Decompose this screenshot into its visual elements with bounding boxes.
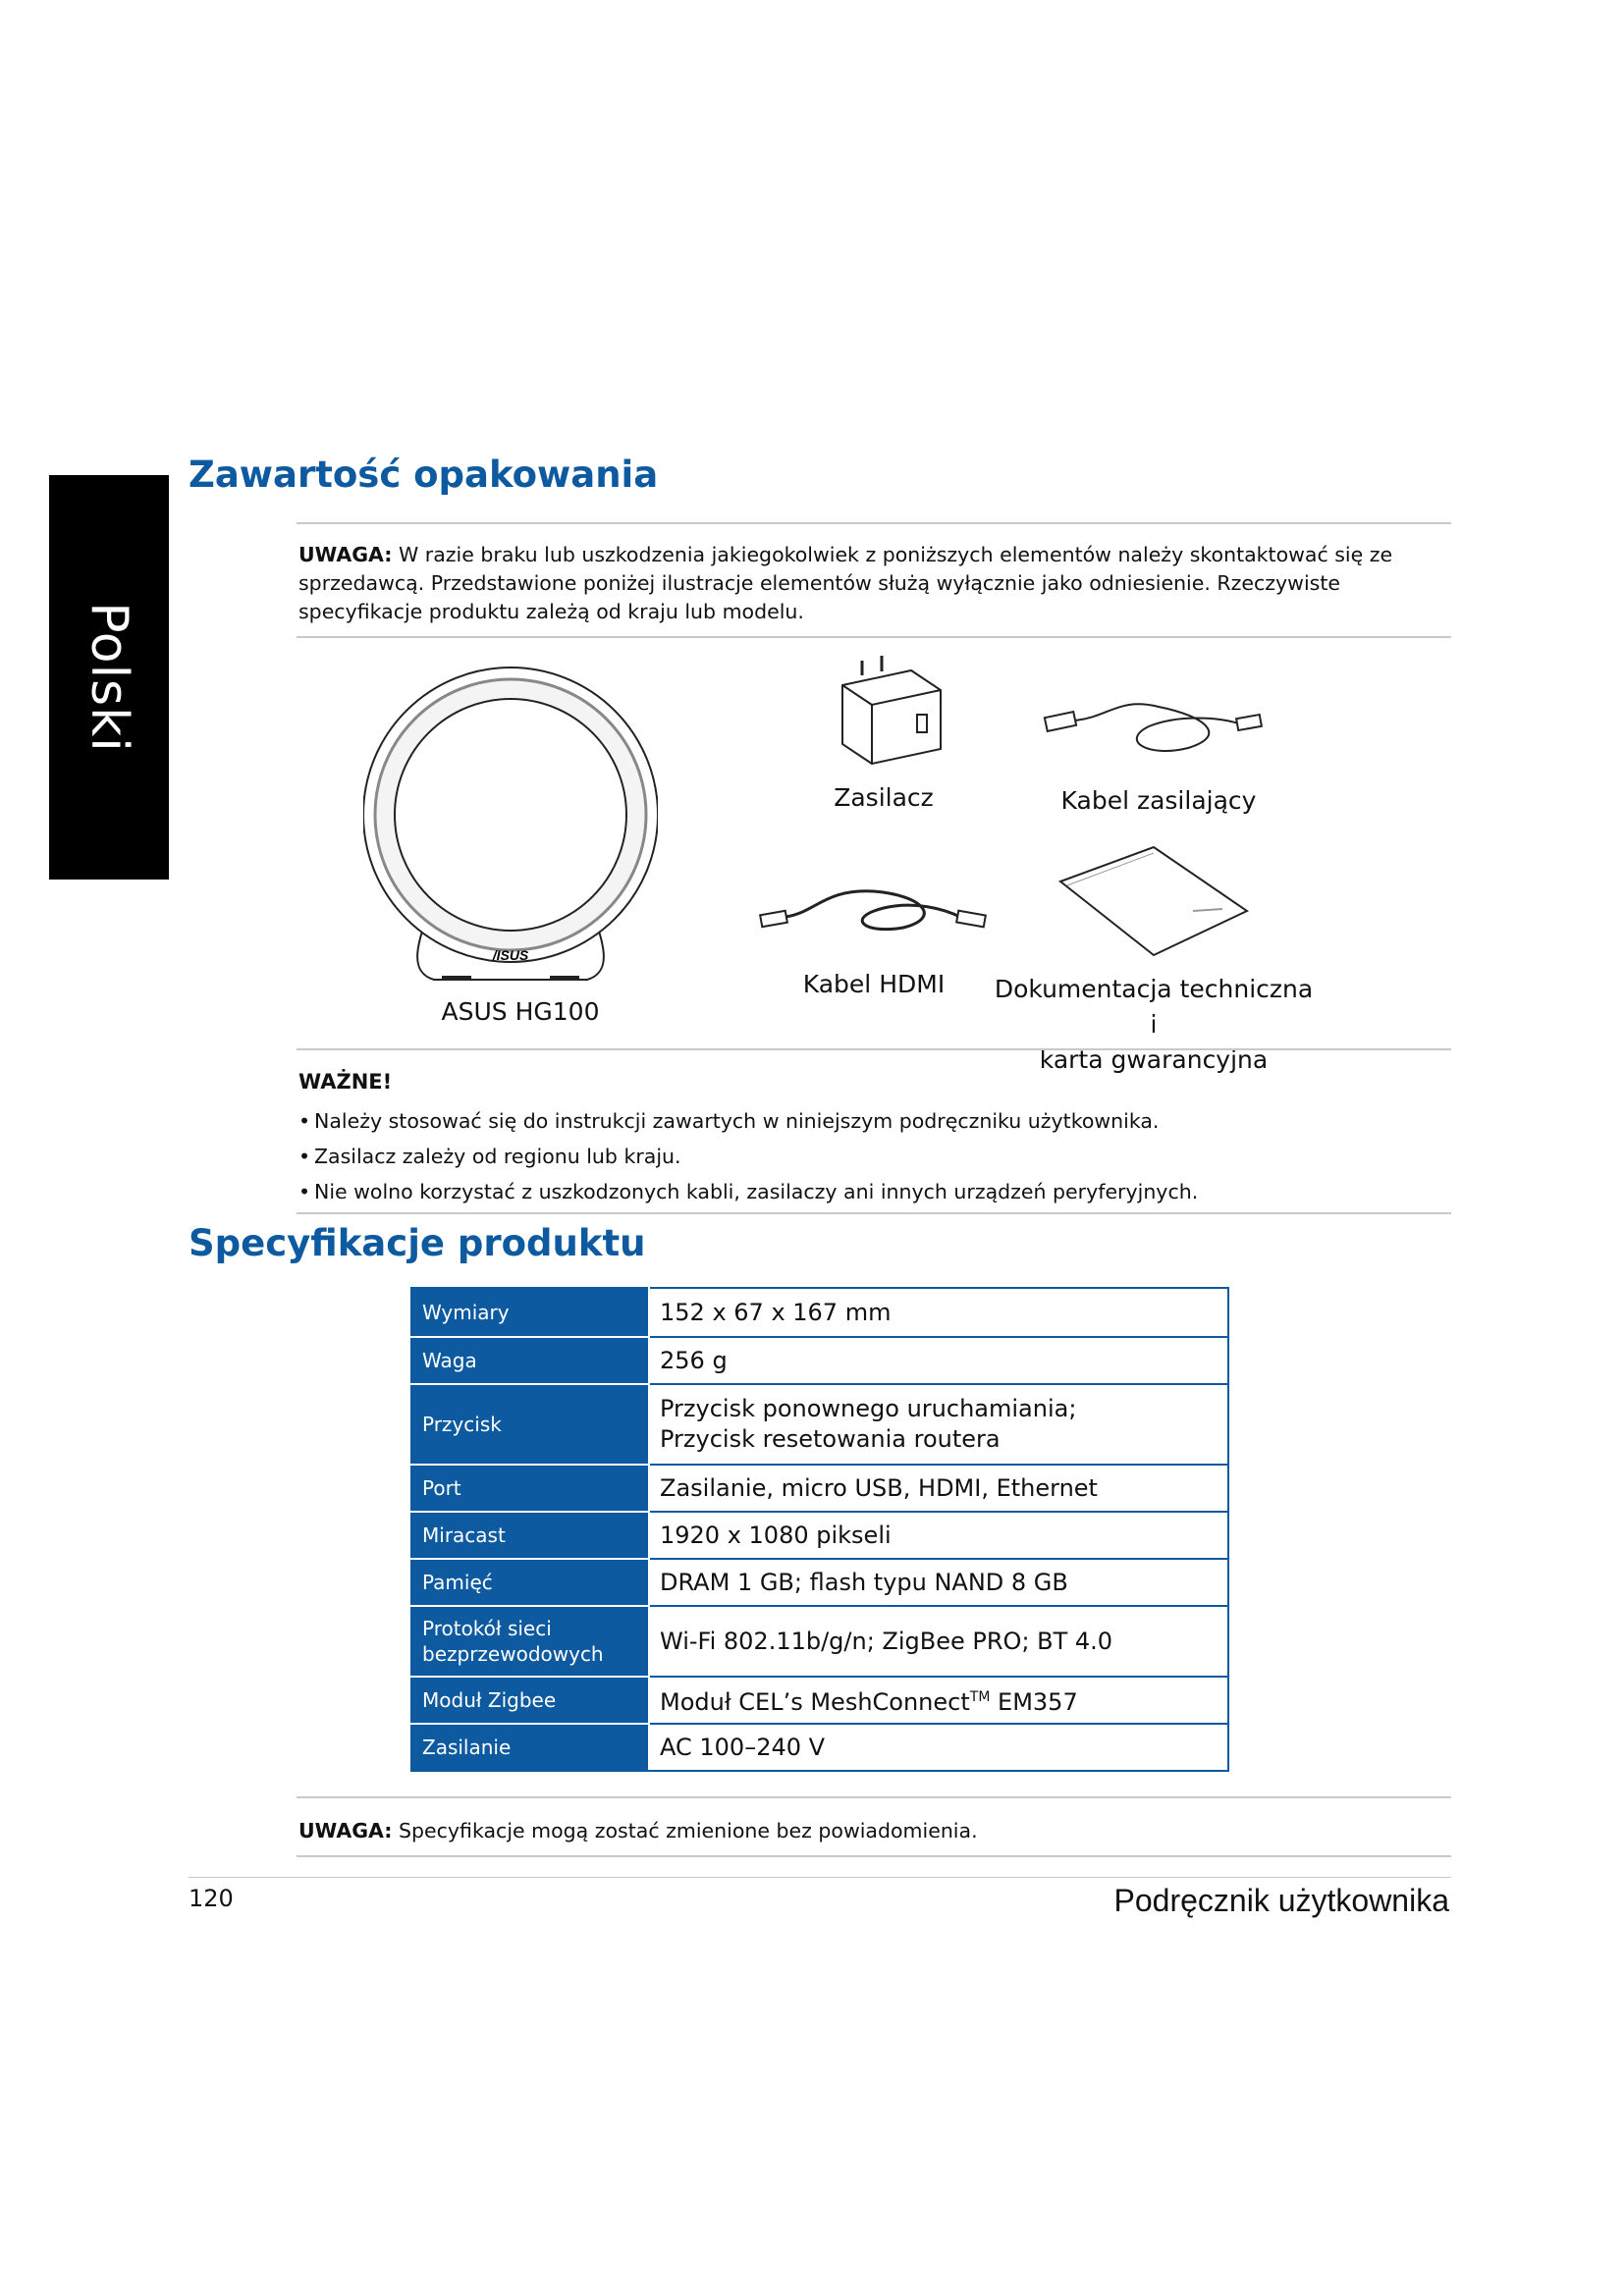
spec-key: Wymiary <box>411 1288 649 1337</box>
spec-value: Wi-Fi 802.11b/g/n; ZigBee PRO; BT 4.0 <box>649 1606 1228 1677</box>
spec-key: Miracast <box>411 1512 649 1559</box>
spec-key-line: Protokół sieci <box>422 1617 552 1640</box>
list-item: • Należy stosować się do instrukcji zawartych w niniejszym podręczniku użytkownika. <box>298 1103 1447 1139</box>
table-row <box>411 1288 1228 1337</box>
spec-value-line: Przycisk resetowania routera <box>660 1425 1001 1453</box>
spec-value <box>649 1384 1228 1465</box>
divider <box>297 522 1451 524</box>
divider <box>297 1855 1451 1857</box>
spec-value-text: Moduł CEL’s MeshConnect <box>660 1688 970 1716</box>
divider <box>297 1212 1451 1214</box>
divider <box>297 636 1451 638</box>
package-note <box>298 541 1437 626</box>
table-row <box>411 1606 1228 1677</box>
list-item: • Nie wolno korzystać z uszkodzonych kabli, zasilaczy ani innych urządzeń peryferyjnych. <box>298 1174 1447 1209</box>
adapter-illustration <box>823 656 950 774</box>
power-cable-illustration <box>1041 687 1267 761</box>
spec-value: DRAM 1 GB; flash typu NAND 8 GB <box>649 1559 1228 1606</box>
item-documentation-line2: karta gwarancyjna <box>1039 1045 1269 1074</box>
hdmi-cable-illustration <box>756 874 992 942</box>
spec-note <box>298 1817 1437 1845</box>
language-tab <box>49 475 169 880</box>
section-title-package: Zawartość opakowania <box>189 454 659 496</box>
note-label: UWAGA: <box>298 543 393 566</box>
item-adapter-label: Zasilacz <box>834 783 934 812</box>
section-title-specs: Specyfikacje produktu <box>189 1222 646 1264</box>
item-documentation-line1: Dokumentacja techniczna i <box>994 975 1314 1039</box>
spec-value <box>649 1677 1228 1724</box>
spec-key: Waga <box>411 1337 649 1384</box>
page-number: 120 <box>189 1885 234 1912</box>
trademark-sup: TM <box>969 1689 991 1705</box>
documentation-illustration <box>1056 842 1252 960</box>
note-text: W razie braku lub uszkodzenia jakiegokolwiek z poniższych elementów należy skontaktować się ze sprzedawcą. Przedstawione poniżej ilustracje elementów służą wyłącznie jako odniesienie. Rzeczywiste specyfikacje produktu zależą od kraju lub modelu. <box>298 543 1393 623</box>
table-row <box>411 1724 1228 1771</box>
table-row <box>411 1677 1228 1724</box>
spec-value-line: Przycisk ponownego uruchamiania; <box>660 1395 1077 1422</box>
table-row <box>411 1337 1228 1384</box>
note-label: UWAGA: <box>298 1819 393 1842</box>
item-power-cable-label: Kabel zasilający <box>1060 786 1257 815</box>
spec-key: Pamięć <box>411 1559 649 1606</box>
note-text: Specyfikacje mogą zostać zmienione bez powiadomienia. <box>399 1819 978 1842</box>
spec-value: 256 g <box>649 1337 1228 1384</box>
language-tab-label: Polski <box>80 602 138 753</box>
spec-value-suffix: EM357 <box>990 1688 1078 1716</box>
item-hdmi-cable-label: Kabel HDMI <box>802 970 946 998</box>
table-row <box>411 1559 1228 1606</box>
footer-divider <box>189 1877 1451 1878</box>
spec-key <box>411 1606 649 1677</box>
spec-table <box>410 1287 1229 1772</box>
spec-value: Zasilanie, micro USB, HDMI, Ethernet <box>649 1465 1228 1512</box>
spec-value: 1920 x 1080 pikseli <box>649 1512 1228 1559</box>
spec-key: Port <box>411 1465 649 1512</box>
spec-value: 152 x 67 x 167 mm <box>649 1288 1228 1337</box>
spec-key: Przycisk <box>411 1384 649 1465</box>
spec-key-line: bezprzewodowych <box>422 1642 604 1666</box>
table-row <box>411 1465 1228 1512</box>
device-illustration <box>363 648 658 987</box>
divider <box>297 1048 1451 1050</box>
spec-value: AC 100–240 V <box>649 1724 1228 1771</box>
item-device-label: ASUS HG100 <box>441 997 600 1026</box>
footer-title: Podręcznik użytkownika <box>1113 1883 1449 1918</box>
list-item: • Zasilacz zależy od regionu lub kraju. <box>298 1139 1447 1174</box>
table-row <box>411 1512 1228 1559</box>
important-list <box>298 1103 1447 1209</box>
spec-key: Moduł Zigbee <box>411 1677 649 1724</box>
device-logo: /ISUS <box>492 947 529 963</box>
important-title: WAŻNE! <box>298 1070 393 1094</box>
divider <box>297 1796 1451 1798</box>
table-row <box>411 1384 1228 1465</box>
item-documentation-label <box>992 972 1316 1078</box>
spec-key: Zasilanie <box>411 1724 649 1771</box>
